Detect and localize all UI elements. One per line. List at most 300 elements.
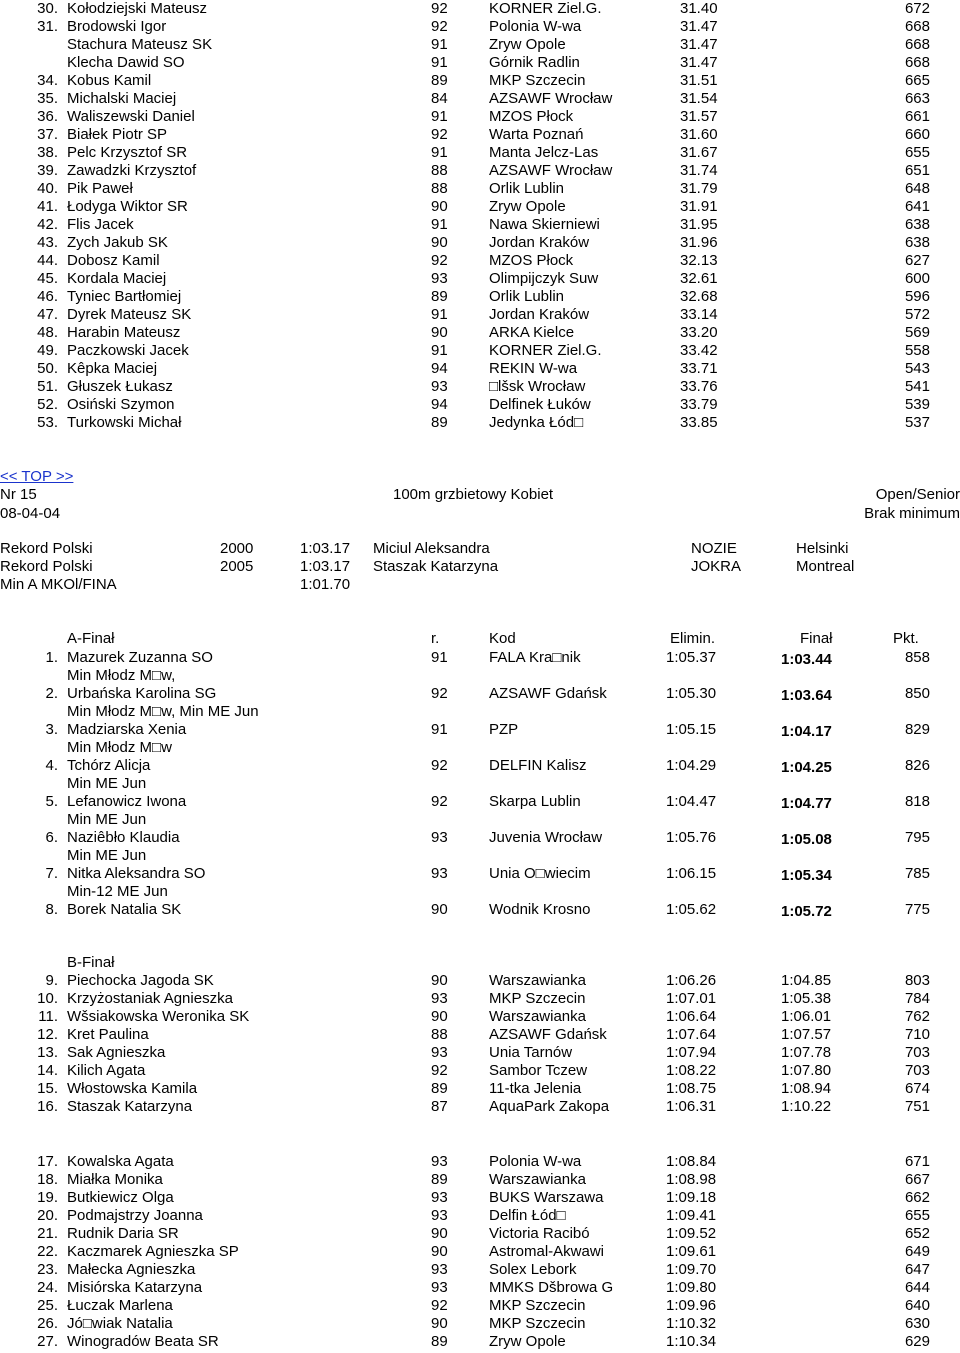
points: 638 [904,234,930,251]
swimmer-name: Małecka Agnieszka [67,1261,196,1278]
place-number: 23. [37,1261,58,1278]
club-name: Zryw Opole [489,198,566,215]
final-time: 1:03.64 [781,687,832,704]
table-row [0,1062,960,1080]
birth-year: 91 [431,721,448,738]
points: 627 [904,252,930,269]
points: 829 [904,721,930,738]
birth-year: 90 [431,1243,448,1260]
points: 537 [904,414,930,431]
swimmer-name: Harabin Mateusz [67,324,181,341]
final-time: 1:05.38 [781,990,832,1007]
points: 629 [904,1333,930,1350]
table-row [0,793,960,811]
birth-year: 93 [431,1279,448,1296]
points: 703 [904,1044,930,1061]
place-number: 44. [37,252,58,269]
table-row [0,378,960,396]
place-number: 12. [37,1026,58,1043]
final-time: 1:07.80 [781,1062,832,1079]
place-number: 52. [37,396,58,413]
birth-year: 93 [431,1044,448,1061]
swimmer-name: Sak Agnieszka [67,1044,166,1061]
club-name: Warta Poznań [489,126,584,143]
birth-year: 92 [431,252,448,269]
heat-time: 1:09.96 [666,1297,717,1314]
swimmer-name: Klecha Dawid SO [67,54,185,71]
points: 596 [904,288,930,305]
points: 600 [904,270,930,287]
heat-time: 1:08.84 [666,1153,717,1170]
points: 644 [904,1279,930,1296]
table-row [0,414,960,432]
table-row [0,252,960,270]
club-name: BUKS Warszawa [489,1189,604,1206]
club-name: Warszawianka [489,972,586,989]
result-time: 31.47 [680,18,718,35]
table-row [0,1026,960,1044]
place-number: 19. [37,1189,58,1206]
club-name: AZSAWF Wrocław [489,162,613,179]
qualification-row [0,883,960,901]
points: 663 [904,90,930,107]
swimmer-name: Kêpka Maciej [67,360,158,377]
birth-year: 92 [431,757,448,774]
swimmer-name: Włostowska Kamila [67,1080,198,1097]
qualification-note: Min Młodz M□w, [67,667,176,684]
club-name: Unia O□wiecim [489,865,591,882]
swimmer-name: Nitka Aleksandra SO [67,865,206,882]
points: 648 [904,180,930,197]
swimmer-name: Pik Paweł [67,180,133,197]
birth-year: 89 [431,1171,448,1188]
table-row [0,901,960,919]
birth-year: 87 [431,1098,448,1115]
table-row [0,1153,960,1171]
club-name: MZOS Płock [489,252,574,269]
birth-year: 93 [431,1207,448,1224]
points: 652 [904,1225,930,1242]
qualification-row [0,811,960,829]
birth-year: 89 [431,288,448,305]
birth-year: 92 [431,126,448,143]
qualification-note: Min ME Jun [67,811,147,828]
table-row [0,1261,960,1279]
place-number: 34. [37,72,58,89]
points: 668 [904,18,930,35]
record-year: 2000 [220,540,254,557]
points: 572 [904,306,930,323]
club-name: Jordan Kraków [489,234,590,251]
points: 818 [904,793,930,810]
table-row [0,990,960,1008]
heat-time: 1:05.37 [666,649,717,666]
record-label: Rekord Polski [0,558,93,575]
birth-year: 94 [431,360,448,377]
points: 668 [904,36,930,53]
club-name: AZSAWF Gdańsk [489,1026,607,1043]
final-time: 1:06.01 [781,1008,832,1025]
result-time: 33.20 [680,324,718,341]
col-final-header: Finał [800,630,833,647]
club-name: DELFIN Kalisz [489,757,587,774]
place-number: 40. [37,180,58,197]
swimmer-name: Michalski Maciej [67,90,177,107]
result-time: 33.79 [680,396,718,413]
birth-year: 91 [431,108,448,125]
record-place: Montreal [796,558,855,575]
points: 668 [904,54,930,71]
table-row [0,342,960,360]
birth-year: 90 [431,972,448,989]
birth-year: 90 [431,901,448,918]
birth-year: 94 [431,396,448,413]
final-b-title: B-Finał [67,954,115,971]
place-number: 10. [37,990,58,1007]
table-row [0,649,960,667]
place-number: 5. [45,793,58,810]
result-time: 31.57 [680,108,718,125]
result-time: 31.60 [680,126,718,143]
swimmer-name: Zawadzki Krzysztof [67,162,197,179]
qualification-note: Min ME Jun [67,847,147,864]
place-number: 9. [45,972,58,989]
club-name: MKP Szczecin [489,990,586,1007]
final-a-header [0,630,960,648]
birth-year: 92 [431,793,448,810]
club-name: Jordan Kraków [489,306,590,323]
club-name: Górnik Radlin [489,54,580,71]
final-time: 1:05.34 [781,867,832,884]
points: 660 [904,126,930,143]
heat-time: 1:08.98 [666,1171,717,1188]
place-number: 2. [45,685,58,702]
points: 784 [904,990,930,1007]
club-name: AZSAWF Gdańsk [489,685,607,702]
heat-time: 1:10.32 [666,1315,717,1332]
points: 630 [904,1315,930,1332]
heat-time: 1:09.52 [666,1225,717,1242]
club-name: Warszawianka [489,1008,586,1025]
record-year: 2005 [220,558,254,575]
heat-time: 1:06.15 [666,865,717,882]
club-name: MMKS Dšbrowa G [489,1279,614,1296]
points: 638 [904,216,930,233]
place-number: 48. [37,324,58,341]
points: 785 [904,865,930,882]
record-club: NOZIE [691,540,737,557]
place-number: 24. [37,1279,58,1296]
heat-time: 1:08.22 [666,1062,717,1079]
swimmer-name: Naziêbło Klaudia [67,829,180,846]
heat-time: 1:04.29 [666,757,717,774]
heat-time: 1:04.47 [666,793,717,810]
table-row [0,396,960,414]
points: 762 [904,1008,930,1025]
result-time: 33.85 [680,414,718,431]
swimmer-name: Kordala Maciej [67,270,167,287]
swimmer-name: Łuczak Marlena [67,1297,173,1314]
swimmer-name: Rudnik Daria SR [67,1225,179,1242]
qualification-note: Min Młodz M□w, Min ME Jun [67,703,259,720]
club-name: Skarpa Lublin [489,793,581,810]
place-number: 8. [45,901,58,918]
points: 539 [904,396,930,413]
heat-time: 1:05.30 [666,685,717,702]
club-name: MKP Szczecin [489,72,586,89]
table-row [0,72,960,90]
swimmer-name: Białek Piotr SP [67,126,168,143]
heat-time: 1:08.75 [666,1080,717,1097]
points: 858 [904,649,930,666]
heat-time: 1:09.70 [666,1261,717,1278]
place-number: 31. [37,18,58,35]
table-row [0,180,960,198]
birth-year: 90 [431,198,448,215]
birth-year: 93 [431,990,448,1007]
place-number: 42. [37,216,58,233]
final-time: 1:04.25 [781,759,832,776]
points: 647 [904,1261,930,1278]
place-number: 14. [37,1062,58,1079]
qualification-row [0,739,960,757]
heat-time: 1:10.34 [666,1333,717,1350]
result-time: 33.14 [680,306,718,323]
heat-time: 1:06.31 [666,1098,717,1115]
table-row [0,1098,960,1116]
heat-time: 1:06.26 [666,972,717,989]
swimmer-name: Tyniec Bartłomiej [67,288,182,305]
table-row [0,1207,960,1225]
table-row [0,90,960,108]
points: 703 [904,1062,930,1079]
place-number: 21. [37,1225,58,1242]
final-time: 1:03.44 [781,651,832,668]
club-name: KORNER Ziel.G. [489,342,602,359]
points: 710 [904,1026,930,1043]
qualification-note: Min-12 ME Jun [67,883,168,900]
table-row [0,270,960,288]
birth-year: 91 [431,342,448,359]
table-row [0,162,960,180]
birth-year: 91 [431,306,448,323]
birth-year: 92 [431,0,448,17]
record-holder: Miciul Aleksandra [373,540,490,557]
birth-year: 93 [431,829,448,846]
table-row [0,1080,960,1098]
swimmer-name: Urbańska Karolina SG [67,685,217,702]
final-a-title: A-Finał [67,630,115,647]
place-number: 35. [37,90,58,107]
place-number: 15. [37,1080,58,1097]
place-number: 22. [37,1243,58,1260]
table-row [0,126,960,144]
place-number: 26. [37,1315,58,1332]
swimmer-name: Paczkowski Jacek [67,342,189,359]
table-row [0,1333,960,1351]
place-number: 49. [37,342,58,359]
place-number: 3. [45,721,58,738]
place-number: 30. [37,0,58,17]
qualification-row [0,847,960,865]
club-name: Victoria Racibó [489,1225,590,1242]
record-time: 1:03.17 [300,540,351,557]
final-b-header [0,954,960,972]
birth-year: 89 [431,1080,448,1097]
birth-year: 90 [431,1315,448,1332]
points: 775 [904,901,930,918]
swimmer-name: Kret Paulina [67,1026,149,1043]
top-link[interactable]: << TOP >> [0,468,74,485]
points: 541 [904,378,930,395]
birth-year: 93 [431,1261,448,1278]
club-name: Wodnik Krosno [489,901,591,918]
club-name: PZP [489,721,519,738]
table-row [0,306,960,324]
club-name: Orlik Lublin [489,288,565,305]
place-number: 45. [37,270,58,287]
swimmer-name: Brodowski Igor [67,18,167,35]
qualification-note: Min ME Jun [67,775,147,792]
table-row [0,1297,960,1315]
place-number: 51. [37,378,58,395]
place-number: 25. [37,1297,58,1314]
col-elim-header: Elimin. [670,630,716,647]
club-name: Unia Tarnów [489,1044,573,1061]
table-row [0,1243,960,1261]
swimmer-name: Łodyga Wiktor SR [67,198,188,215]
qualification-row [0,703,960,721]
heat-time: 1:05.62 [666,901,717,918]
result-time: 32.61 [680,270,718,287]
birth-year: 90 [431,234,448,251]
col-club-header: Kod [489,630,516,647]
place-number: 11. [38,1008,58,1025]
club-name: Delfinek Łuków [489,396,591,413]
place-number: 20. [37,1207,58,1224]
final-time: 1:04.77 [781,795,832,812]
table-row [0,1189,960,1207]
final-time: 1:08.94 [781,1080,832,1097]
points: 795 [904,829,930,846]
table-row [0,1279,960,1297]
club-name: Sambor Tczew [489,1062,588,1079]
swimmer-name: Dobosz Kamil [67,252,160,269]
event-subheader [0,505,960,523]
final-time: 1:10.22 [781,1098,832,1115]
result-time: 31.67 [680,144,718,161]
table-row [0,1044,960,1062]
swimmer-name: Tchórz Alicja [67,757,151,774]
club-name: Polonia W-wa [489,1153,582,1170]
swimmer-name: Głuszek Łukasz [67,378,173,395]
record-place: Helsinki [796,540,849,557]
points: 543 [904,360,930,377]
result-time: 32.13 [680,252,718,269]
record-label: Min A MKOl/FINA [0,576,117,593]
swimmer-name: Pelc Krzysztof SR [67,144,188,161]
birth-year: 93 [431,1153,448,1170]
table-row [0,288,960,306]
table-row [0,1008,960,1026]
birth-year: 91 [431,649,448,666]
place-number: 6. [45,829,58,846]
result-time: 31.91 [680,198,718,215]
table-row [0,234,960,252]
place-number: 18. [37,1171,58,1188]
heat-time: 1:09.61 [666,1243,717,1260]
points: 558 [904,342,930,359]
record-club: JOKRA [691,558,742,575]
club-name: MKP Szczecin [489,1297,586,1314]
birth-year: 90 [431,324,448,341]
points: 667 [904,1171,930,1188]
birth-year: 91 [431,54,448,71]
birth-year: 89 [431,1333,448,1350]
birth-year: 91 [431,144,448,161]
club-name: MZOS Płock [489,108,574,125]
result-time: 33.76 [680,378,718,395]
points: 569 [904,324,930,341]
place-number: 27. [37,1333,58,1350]
club-name: □lšsk Wrocław [489,378,586,395]
swimmer-name: Turkowski Michał [67,414,182,431]
birth-year: 92 [431,685,448,702]
swimmer-name: Kobus Kamil [67,72,152,89]
club-name: AquaPark Zakopa [489,1098,610,1115]
club-name: KORNER Ziel.G. [489,0,602,17]
table-row [0,360,960,378]
points: 674 [904,1080,930,1097]
birth-year: 88 [431,180,448,197]
final-time: 1:05.72 [781,903,832,920]
points: 672 [904,0,930,17]
record-time: 1:03.17 [300,558,351,575]
event-title: 100m grzbietowy Kobiet [393,486,554,503]
points: 655 [904,1207,930,1224]
birth-year: 89 [431,72,448,89]
qualification-row [0,667,960,685]
points: 751 [904,1098,930,1115]
result-time: 31.54 [680,90,718,107]
birth-year: 93 [431,865,448,882]
place-number: 37. [37,126,58,143]
record-row [0,540,960,558]
club-name: Orlik Lublin [489,180,565,197]
place-number: 50. [37,360,58,377]
club-name: FALA Kra□nik [489,649,581,666]
points: 649 [904,1243,930,1260]
birth-year: 88 [431,1026,448,1043]
place-number: 4. [45,757,58,774]
result-time: 33.42 [680,342,718,359]
birth-year: 90 [431,1225,448,1242]
club-name: Delfin Łód□ [489,1207,566,1224]
qualification-note: Min Młodz M□w [67,739,172,756]
club-name: Zryw Opole [489,36,566,53]
points: 850 [904,685,930,702]
swimmer-name: Madziarska Xenia [67,721,187,738]
table-row [0,36,960,54]
result-time: 33.71 [680,360,718,377]
heat-time: 1:07.64 [666,1026,717,1043]
col-points-header: Pkt. [893,630,919,647]
birth-year: 89 [431,414,448,431]
place-number: 46. [37,288,58,305]
heat-time: 1:05.15 [666,721,717,738]
record-row [0,558,960,576]
result-time: 31.40 [680,0,718,17]
